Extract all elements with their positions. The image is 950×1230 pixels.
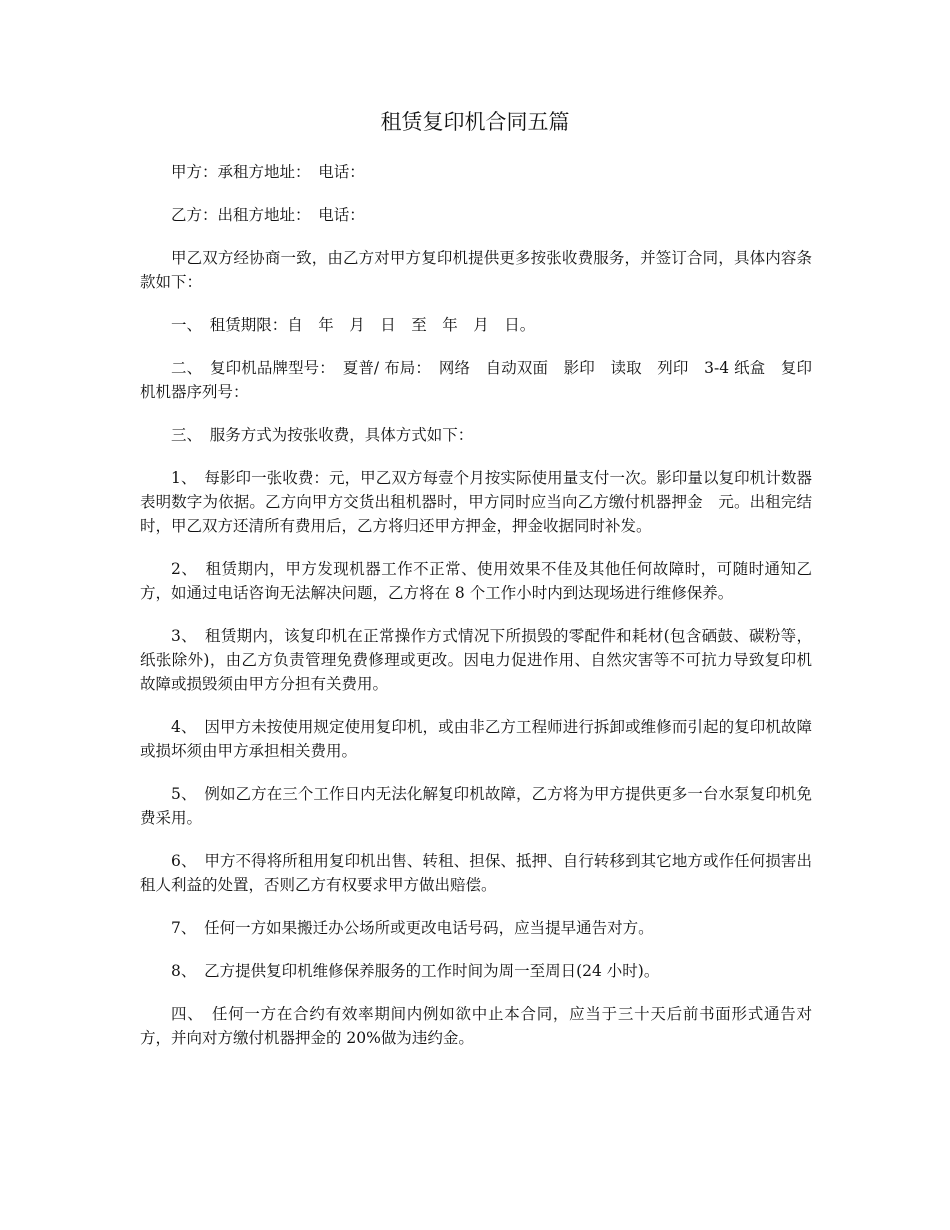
item-7-notice: 7、 任何一方如果搬迁办公场所或更改电话号码，应当提早通告对方。 xyxy=(171,919,654,937)
clause-1-lease-term: 一、 租赁期限：自 年 月 日 至 年 月 日。 xyxy=(171,316,536,334)
item-6-restrictions: 6、 甲方不得将所租用复印机出售、转租、担保、抵押、自行转移到其它地方或作任何损害出租人利益的处置，否则乙方有权要求甲方做出赔偿。 xyxy=(140,852,812,894)
clause-4-termination: 四、 任何一方在合约有效率期间内例如欲中止本合同，应当于三十天后前书面形式通告对方，并向对方缴付机器押金的 20%做为违约金。 xyxy=(140,1005,812,1047)
party-b-line: 乙方：出租方地址： 电话： xyxy=(171,206,365,224)
item-8-service-hours: 8、 乙方提供复印机维修保养服务的工作时间为周一至周日(24 小时)。 xyxy=(171,962,660,980)
item-1-fee: 1、 每影印一张收费：元，甲乙双方每壹个月按实际使用量支付一次。影印量以复印机计数器表明数字为依据。乙方向甲方交货出租机器时，甲方同时应当向乙方缴付机器押金 元。出租完结时，甲乙双方还清所有费用后，乙方将归还甲方押金，押金收据同时补发。 xyxy=(140,469,812,535)
item-5-replacement: 5、 例如乙方在三个工作日内无法化解复印机故障，乙方将为甲方提供更多一台水泵复印机免费采用。 xyxy=(140,785,812,827)
item-4-misuse: 4、 因甲方未按使用规定使用复印机，或由非乙方工程师进行拆卸或维修而引起的复印机故障或损坏须由甲方承担相关费用。 xyxy=(140,718,812,760)
intro-paragraph: 甲乙双方经协商一致，由乙方对甲方复印机提供更多按张收费服务，并签订合同，具体内容条款如下： xyxy=(140,249,812,291)
clause-2-model: 二、 复印机品牌型号： 夏普/ 布局： 网络 自动双面 影印 读取 列印 3-4 纸盒 复印机机器序列号： xyxy=(140,359,812,401)
clause-3-service: 三、 服务方式为按张收费，具体方式如下： xyxy=(171,426,474,444)
document-body xyxy=(140,160,812,1069)
item-2-repair: 2、 租赁期内，甲方发现机器工作不正常、使用效果不佳及其他任何故障时，可随时通知乙方，如通过电话咨询无法解决问题，乙方将在 8 个工作小时内到达现场进行维修保养。 xyxy=(140,560,812,602)
document-title: 租赁复印机合同五篇 xyxy=(380,110,570,134)
party-a-line: 甲方：承租方地址： 电话： xyxy=(171,163,365,181)
item-3-parts: 3、 租赁期内，该复印机在正常操作方式情况下所损毁的零配件和耗材(包含硒鼓、碳粉等，纸张除外)，由乙方负责管理免费修理或更改。因电力促进作用、自然灾害等不可抗力导致复印机故障或损毁须由甲方分担有关费用。 xyxy=(140,627,812,693)
